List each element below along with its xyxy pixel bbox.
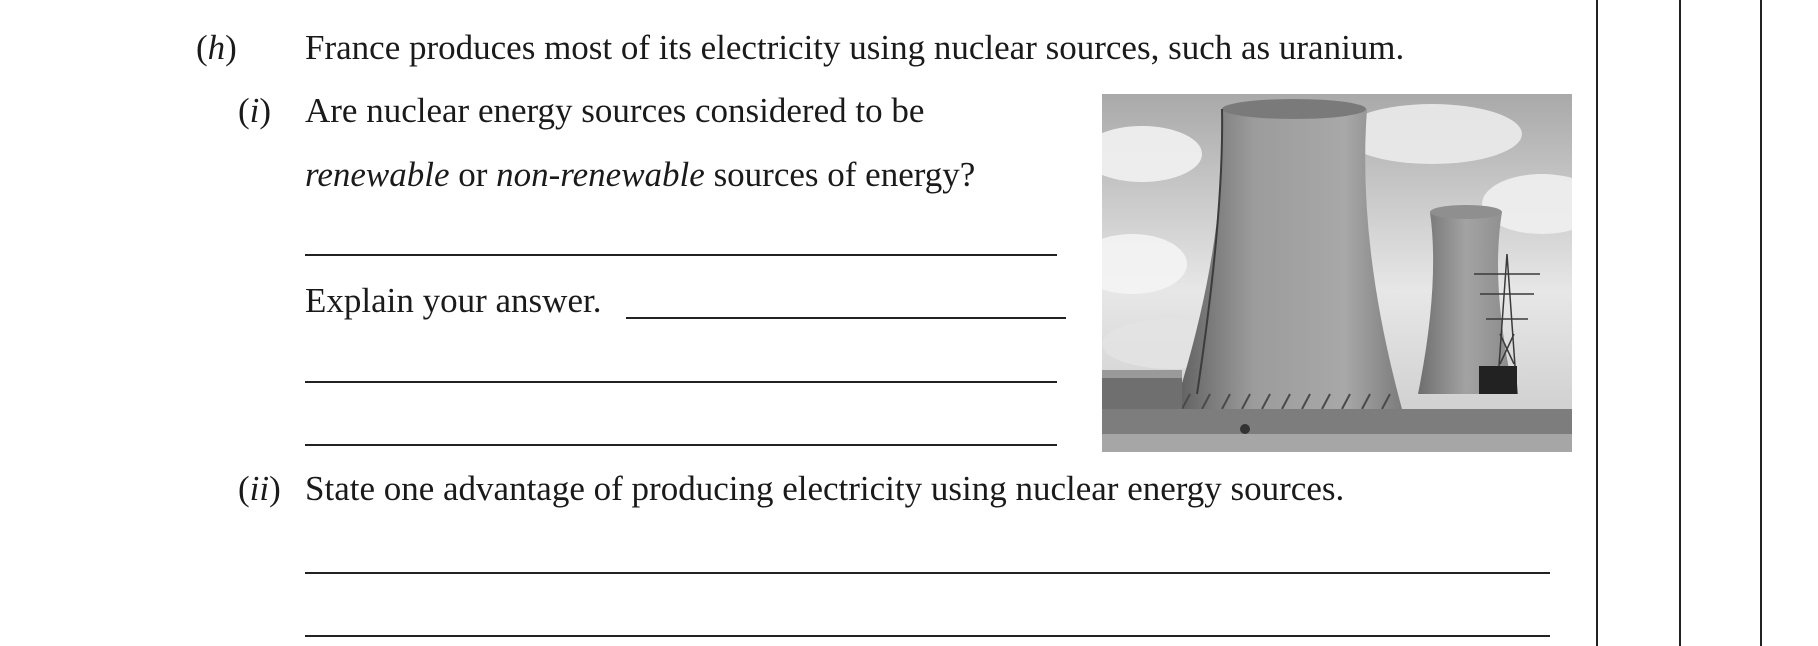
cooling-towers-image <box>1102 94 1572 452</box>
answer-line-i-explain[interactable] <box>626 317 1066 319</box>
margin-line-3 <box>1760 0 1762 646</box>
part-ii-label: (ii) <box>238 469 281 508</box>
part-i-line1: Are nuclear energy sources considered to be <box>305 91 925 130</box>
question-h-stem: France produces most of its electricity using nuclear sources, such as uranium. <box>305 28 1405 67</box>
answer-line-ii-2[interactable] <box>305 635 1550 637</box>
cooling-towers-photo <box>1102 94 1572 452</box>
part-i-label: (i) <box>238 91 272 130</box>
renewable-term: renewable <box>305 155 450 194</box>
answer-line-i-2[interactable] <box>305 381 1057 383</box>
answer-line-i-3[interactable] <box>305 444 1057 446</box>
part-i-line2: renewable or non-renewable sources of energy? <box>305 155 976 194</box>
answer-line-ii-1[interactable] <box>305 572 1550 574</box>
part-i-explain-prompt: Explain your answer. <box>305 281 602 320</box>
question-h-label: (h) <box>196 28 237 67</box>
part-ii-text: State one advantage of producing electricity using nuclear energy sources. <box>305 469 1345 508</box>
margin-line-1 <box>1596 0 1598 646</box>
non-renewable-term: non-renewable <box>496 155 705 194</box>
margin-line-2 <box>1679 0 1681 646</box>
answer-line-i-1[interactable] <box>305 254 1057 256</box>
